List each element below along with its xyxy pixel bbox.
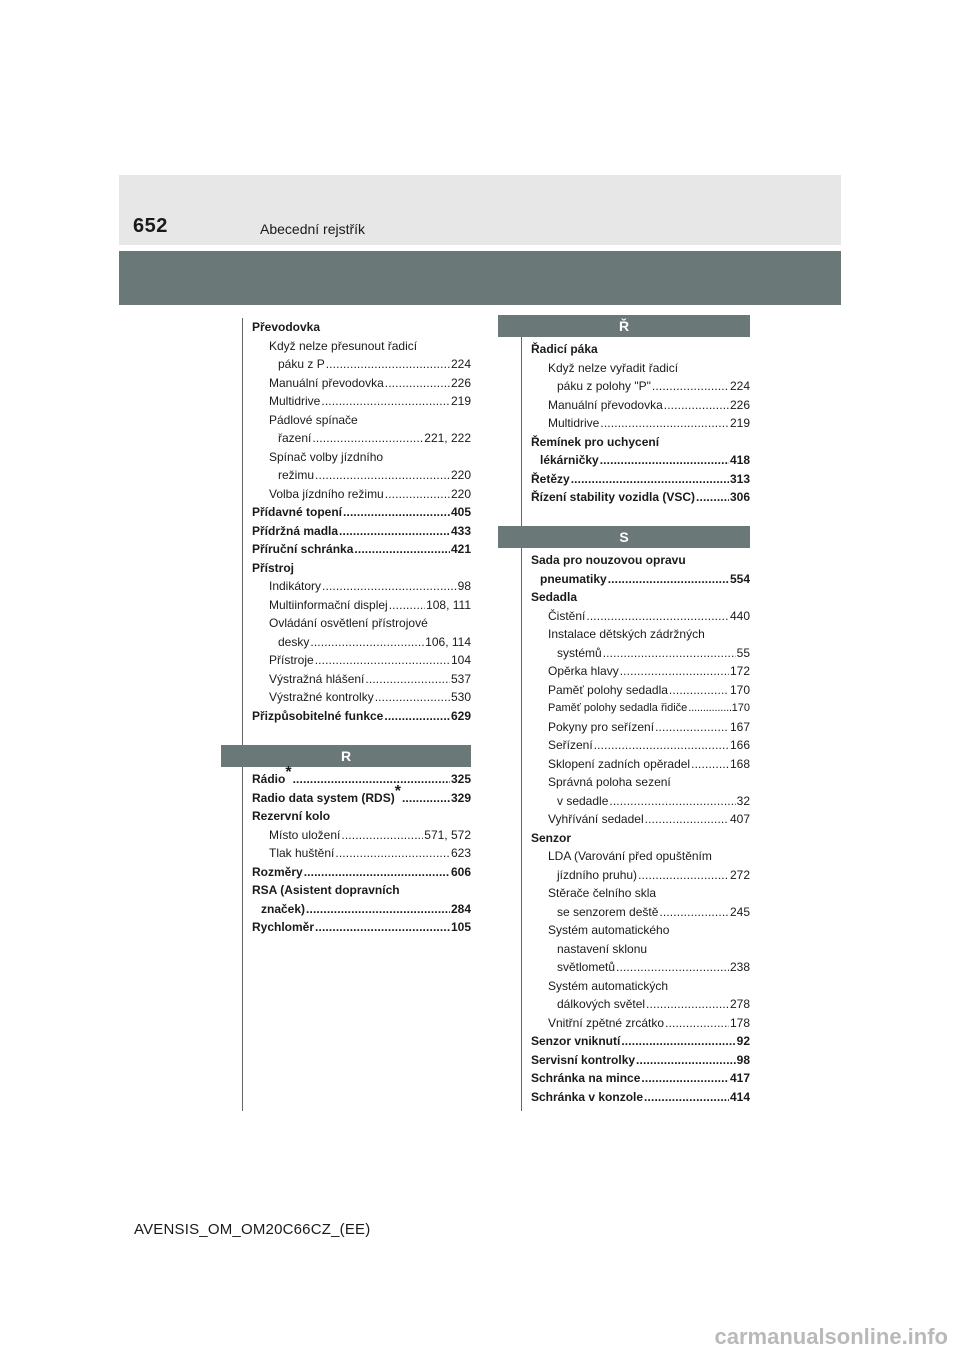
page-ref: 245 bbox=[729, 904, 750, 919]
page-ref: 224 bbox=[729, 379, 750, 393]
index-entry: Sada pro nouzovou opravu bbox=[531, 553, 686, 567]
page-ref: 414 bbox=[729, 1089, 750, 1104]
index-heading: Přístroj bbox=[252, 560, 295, 575]
index-entry: značek) . . . 284 bbox=[252, 900, 471, 919]
index-subentry: Spínač volby jízdního bbox=[269, 449, 384, 464]
page-ref: 313 bbox=[729, 471, 750, 486]
index-subentry: Paměť polohy sedadla řidiče . . . 170 bbox=[531, 699, 750, 718]
page-ref: 226 bbox=[729, 397, 750, 412]
index-subentry: Místo uložení . . . 571, 572 bbox=[252, 826, 471, 845]
page-ref: 224 bbox=[450, 357, 471, 371]
index-entry: RSA (Asistent dopravních bbox=[252, 883, 400, 897]
page-ref: 104 bbox=[450, 653, 471, 667]
page-ref: 629 bbox=[450, 708, 471, 723]
page-ref: 571, 572 bbox=[424, 827, 471, 842]
index-entry: Rádio* . . . 325 bbox=[252, 770, 471, 789]
right-column-rule bbox=[521, 318, 522, 1111]
page-ref: 238 bbox=[729, 960, 750, 974]
index-entry: Přídržná madla . . . 433 bbox=[252, 522, 471, 541]
index-subentry: Paměť polohy sedadla . . . 170 bbox=[531, 681, 750, 700]
page-ref: 32 bbox=[736, 793, 750, 808]
page-ref: 172 bbox=[729, 664, 750, 678]
index-entry: Přizpůsobitelné funkce . . . 629 bbox=[252, 707, 471, 726]
page-ref: 421 bbox=[450, 542, 471, 556]
page-ref: 433 bbox=[450, 523, 471, 538]
section-band bbox=[119, 251, 841, 305]
index-heading: Řadicí páka bbox=[531, 342, 598, 356]
page-ref: 98 bbox=[736, 1052, 750, 1067]
index-subentry: systémů . . . 55 bbox=[531, 644, 750, 663]
index-heading: Rezervní kolo bbox=[252, 809, 331, 823]
page-ref: 306 bbox=[729, 490, 750, 504]
index-entry: Schránka v konzole . . . 414 bbox=[531, 1088, 750, 1107]
index-entry: Příruční schránka . . . 421 bbox=[252, 540, 471, 559]
index-subentry: Čistění . . . 440 bbox=[531, 607, 750, 626]
letter-bar-s: S bbox=[498, 526, 750, 548]
page-ref: 55 bbox=[736, 645, 750, 660]
page-ref: 170 bbox=[731, 702, 750, 714]
page-ref: 168 bbox=[729, 756, 750, 771]
index-subentry: Přístroje . . . 104 bbox=[252, 651, 471, 670]
index-subentry: páku z P . . . 224 bbox=[252, 355, 471, 374]
page-ref: 537 bbox=[450, 671, 471, 686]
page-title: Abecední rejstřík bbox=[260, 221, 366, 237]
page-ref: 284 bbox=[450, 901, 471, 916]
page-ref: 166 bbox=[729, 738, 750, 752]
index-entry: Radio data system (RDS)* . . . 329 bbox=[252, 789, 471, 808]
index-entry: Řízení stability vozidla (VSC) . . . 306 bbox=[531, 488, 750, 507]
index-subentry: Systém automatického bbox=[548, 923, 670, 937]
header-band bbox=[119, 175, 841, 245]
page-ref: 106, 114 bbox=[425, 634, 471, 649]
index-subentry: Vyhřívání sedadel . . . 407 bbox=[531, 810, 750, 829]
index-column-right-s bbox=[531, 551, 750, 1106]
index-entry: Rychloměr . . . 105 bbox=[252, 918, 471, 937]
page-ref: 325 bbox=[450, 772, 471, 786]
page-ref: 226 bbox=[450, 375, 471, 390]
index-subentry: Systém automatických bbox=[548, 978, 669, 993]
index-subentry: nastavení sklonu bbox=[557, 941, 648, 956]
page-ref: 170 bbox=[729, 682, 750, 697]
index-entry: Servisní kontrolky . . . 98 bbox=[531, 1051, 750, 1070]
page-ref: 407 bbox=[729, 812, 750, 826]
index-subentry: Ovládání osvětlení přístrojové bbox=[269, 616, 428, 630]
page-ref: 417 bbox=[729, 1071, 750, 1085]
page-ref: 105 bbox=[450, 920, 471, 934]
index-subentry: řazení . . . 221, 222 bbox=[252, 429, 471, 448]
page-ref: 167 bbox=[729, 719, 750, 734]
index-entry: lékárničky . . . 418 bbox=[531, 451, 750, 470]
index-subentry: světlometů . . . 238 bbox=[531, 958, 750, 977]
letter-bar-r: R bbox=[221, 745, 471, 767]
page-ref: 329 bbox=[450, 790, 471, 805]
index-subentry: Multiinformační displej . . . 108, 111 bbox=[252, 596, 471, 615]
index-column-left-r bbox=[252, 764, 471, 937]
page-ref: 219 bbox=[729, 416, 750, 430]
page-ref: 108, 111 bbox=[426, 597, 471, 612]
index-entry: Rozměry . . . 606 bbox=[252, 863, 471, 882]
document-code: AVENSIS_OM_OM20C66CZ_(EE) bbox=[134, 1221, 371, 1238]
watermark-text: carmanualsonline.info bbox=[714, 1324, 948, 1349]
page-ref: 220 bbox=[450, 468, 471, 482]
left-column-rule bbox=[242, 318, 243, 1111]
asterisk-mark: * bbox=[394, 782, 401, 800]
page-ref: 554 bbox=[729, 571, 750, 586]
index-subentry: Manuální převodovka . . . 226 bbox=[531, 396, 750, 415]
page-ref: 418 bbox=[729, 453, 750, 467]
index-subentry: Vnitřní zpětné zrcátko . . . 178 bbox=[531, 1014, 750, 1033]
index-column-left bbox=[252, 318, 471, 725]
index-entry: Přídavné topení . . . 405 bbox=[252, 503, 471, 522]
index-heading: Senzor bbox=[531, 830, 572, 845]
index-subentry: Pádlové spínače bbox=[269, 412, 358, 427]
page-number: 652 bbox=[133, 215, 168, 237]
index-subentry: Opěrka hlavy . . . 172 bbox=[531, 662, 750, 681]
index-subentry: Tlak huštění . . . 623 bbox=[252, 844, 471, 863]
index-entry: pneumatiky . . . 554 bbox=[531, 570, 750, 589]
page-ref: 178 bbox=[729, 1015, 750, 1030]
index-entry: Řemínek pro uchycení bbox=[531, 434, 660, 449]
index-entry: Senzor vniknutí . . . 92 bbox=[531, 1032, 750, 1051]
page-ref: 440 bbox=[729, 608, 750, 623]
index-entry: Schránka na mince . . . 417 bbox=[531, 1069, 750, 1088]
index-entry: Řetězy . . . 313 bbox=[531, 470, 750, 489]
page-ref: 623 bbox=[450, 846, 471, 860]
page-ref: 272 bbox=[729, 867, 750, 882]
index-subentry: Výstražná hlášení . . . 537 bbox=[252, 670, 471, 689]
index-subentry: desky . . . 106, 114 bbox=[252, 633, 471, 652]
page-ref: 219 bbox=[450, 394, 471, 408]
index-subentry: Když nelze vyřadit řadicí bbox=[548, 360, 679, 375]
page-ref: 221, 222 bbox=[424, 431, 471, 445]
index-subentry: LDA (Varování před opuštěním bbox=[548, 849, 712, 863]
index-subentry: v sedadle . . . 32 bbox=[531, 792, 750, 811]
index-subentry: Volba jízdního režimu . . . 220 bbox=[252, 485, 471, 504]
index-subentry: páku z polohy "P" . . . 224 bbox=[531, 377, 750, 396]
page-ref: 220 bbox=[450, 486, 471, 501]
index-subentry: Pokyny pro seřízení . . . 167 bbox=[531, 718, 750, 737]
index-subentry: Seřízení . . . 166 bbox=[531, 736, 750, 755]
index-subentry: Stěrače čelního skla bbox=[548, 886, 657, 900]
index-heading: Sedadla bbox=[531, 590, 578, 604]
index-subentry: dálkových světel . . . 278 bbox=[531, 995, 750, 1014]
index-subentry: jízdního pruhu) . . . 272 bbox=[531, 866, 750, 885]
index-heading: Převodovka bbox=[252, 320, 321, 334]
index-subentry: Sklopení zadních opěradel . . . 168 bbox=[531, 755, 750, 774]
index-subentry: Multidrive . . . 219 bbox=[531, 414, 750, 433]
asterisk-mark: * bbox=[285, 764, 292, 781]
page-ref: 530 bbox=[450, 690, 471, 704]
page-ref: 405 bbox=[450, 505, 471, 519]
letter-bar-r-caron: Ř bbox=[498, 315, 750, 337]
index-subentry: Manuální převodovka . . . 226 bbox=[252, 374, 471, 393]
page-ref: 606 bbox=[450, 864, 471, 879]
index-subentry: Instalace dětských zádržných bbox=[548, 627, 705, 641]
index-subentry: Správná poloha sezení bbox=[548, 775, 671, 789]
page-ref: 278 bbox=[729, 997, 750, 1011]
page-ref: 92 bbox=[736, 1034, 750, 1048]
index-subentry: se senzorem deště . . . 245 bbox=[531, 903, 750, 922]
index-subentry: Indikátory . . . 98 bbox=[252, 577, 471, 596]
index-column-right bbox=[531, 340, 750, 507]
index-subentry: režimu . . . 220 bbox=[252, 466, 471, 485]
index-subentry: Výstražné kontrolky . . . 530 bbox=[252, 688, 471, 707]
page-ref: 98 bbox=[457, 579, 471, 593]
index-subentry: Multidrive . . . 219 bbox=[252, 392, 471, 411]
index-subentry: Když nelze přesunout řadicí bbox=[269, 338, 418, 353]
